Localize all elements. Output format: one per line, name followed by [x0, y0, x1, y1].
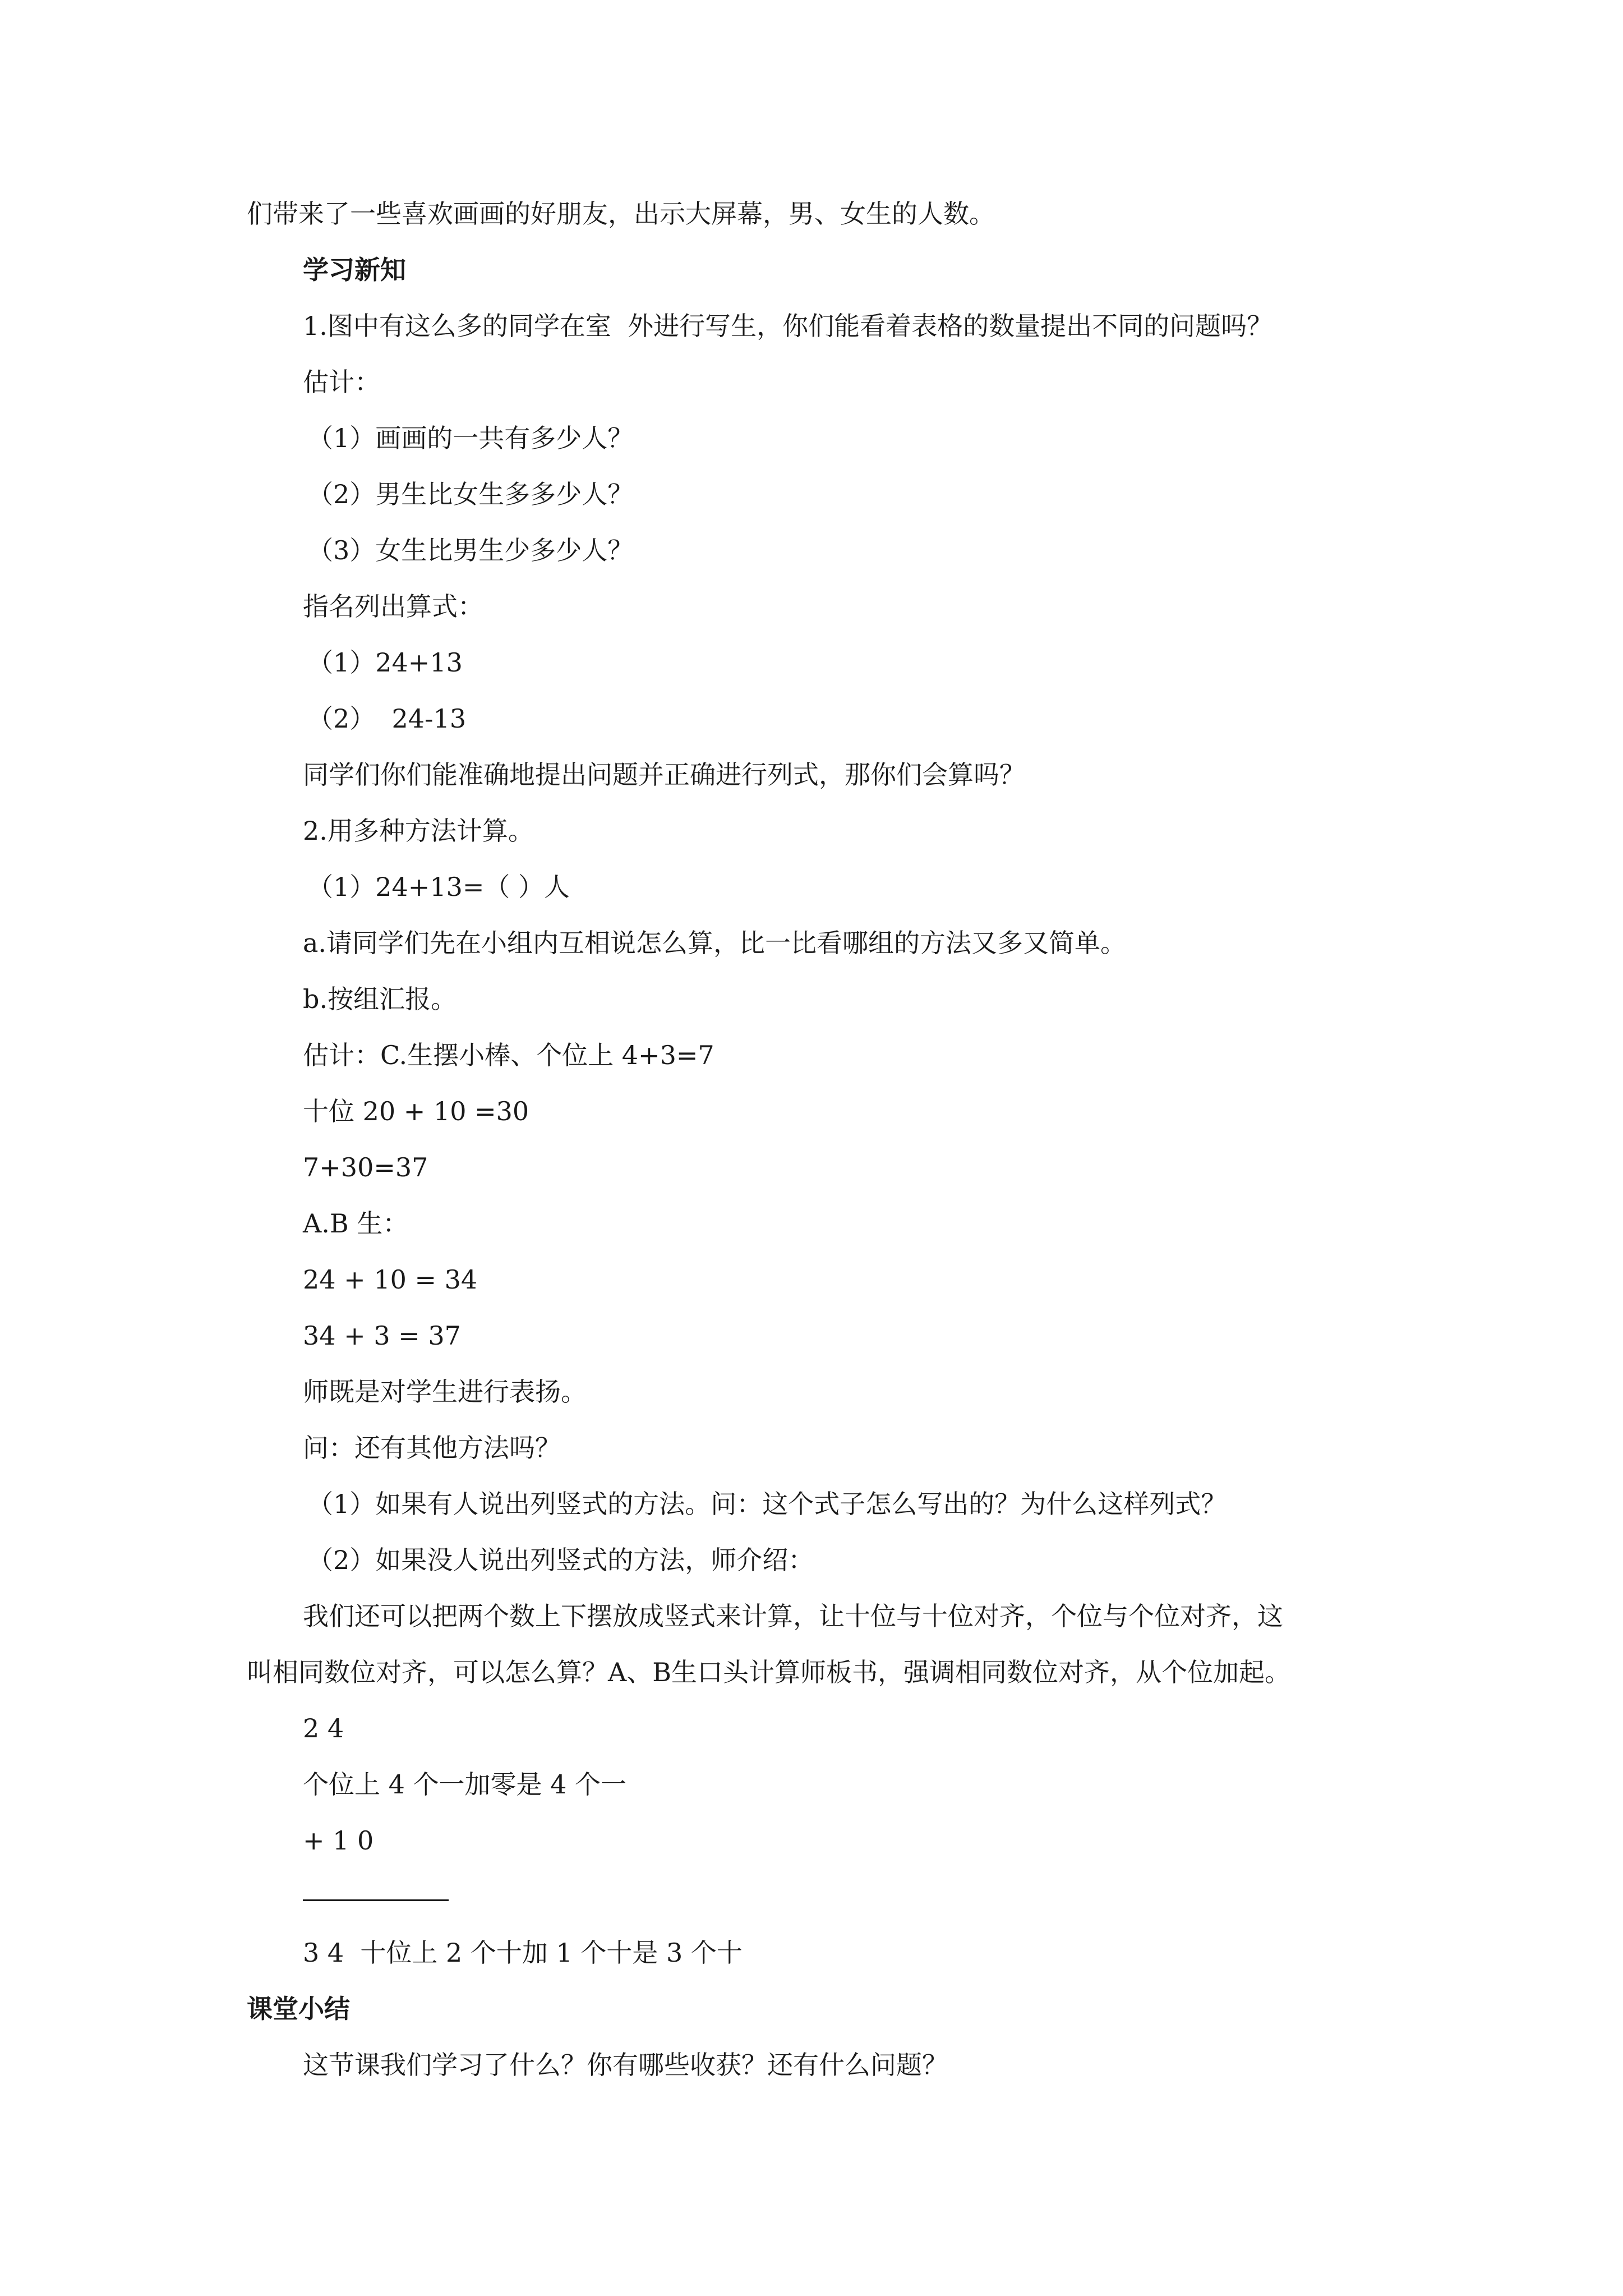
formula-item: （1）24+13 — [307, 647, 463, 678]
tens-line: 十位 20 + 10 =30 — [303, 1096, 529, 1126]
section-heading-summary: 课堂小结 — [247, 1994, 350, 2024]
step-b: b.按组汇报。 — [303, 984, 457, 1014]
question-1-intro: 1.图中有这么多的同学在室 外进行写生，你们能看着表格的数量提出不同的问题吗？ — [303, 311, 1273, 341]
question-item: （2）男生比女生多多少人？ — [307, 479, 634, 509]
question-item: （3）女生比男生少多少人？ — [307, 535, 634, 565]
case-2: （2）如果没人说出列竖式的方法，师介绍： — [307, 1545, 814, 1575]
formula-item: （2） 24-13 — [307, 703, 467, 734]
other-methods-question: 问：还有其他方法吗？ — [303, 1433, 561, 1463]
teacher-praise: 师既是对学生进行表扬。 — [303, 1377, 587, 1407]
list-formula-label: 指名列出算式： — [303, 591, 483, 622]
ones-note: 个位上 4 个一加零是 4 个一 — [303, 1769, 627, 1800]
sum-line: 7+30=37 — [303, 1152, 428, 1182]
vertical-result: 3 4 十位上 2 个十加 1 个十是 3 个十 — [303, 1938, 743, 1968]
vertical-addend: + 1 0 — [303, 1825, 374, 1856]
step-a: a.请同学们先在小组内互相说怎么算，比一比看哪组的方法又多又简单。 — [303, 928, 1127, 958]
can-calculate-text: 同学们你们能准确地提出问题并正确进行列式，那你们会算吗？ — [303, 760, 1025, 790]
ab-step-1: 24 + 10 = 34 — [303, 1264, 478, 1295]
vertical-paragraph-line-2: 叫相同数位对齐，可以怎么算？A、B生口头计算师板书，强调相同数位对齐，从个位加起。 — [247, 1657, 1291, 1687]
ab-step-2: 34 + 3 = 37 — [303, 1320, 461, 1351]
vertical-paragraph-line-1: 我们还可以把两个数上下摆放成竖式来计算，让十位与十位对齐，个位与个位对齐，这 — [303, 1601, 1283, 1631]
estimate-label: 估计： — [303, 367, 380, 397]
question-2-equation: （1）24+13=（ ）人 — [307, 872, 570, 902]
section-heading-new-knowledge: 学习新知 — [303, 255, 406, 285]
question-item: （1）画画的一共有多少人？ — [307, 423, 634, 453]
intro-continuation: 们带来了一些喜欢画画的好朋友，出示大屏幕，男、女生的人数。 — [247, 199, 995, 229]
vertical-divider-line — [303, 1899, 449, 1901]
question-2-intro: 2.用多种方法计算。 — [303, 816, 534, 846]
summary-text: 这节课我们学习了什么？你有哪些收获？还有什么问题？ — [303, 2050, 948, 2080]
ab-student-label: A.B 生： — [303, 1208, 409, 1239]
vertical-top-number: 2 4 — [303, 1713, 344, 1743]
case-1: （1）如果有人说出列竖式的方法。问：这个式子怎么写出的？为什么这样列式？ — [307, 1489, 1227, 1519]
estimate-c: 估计：C.生摆小棒、个位上 4+3=7 — [303, 1040, 714, 1070]
